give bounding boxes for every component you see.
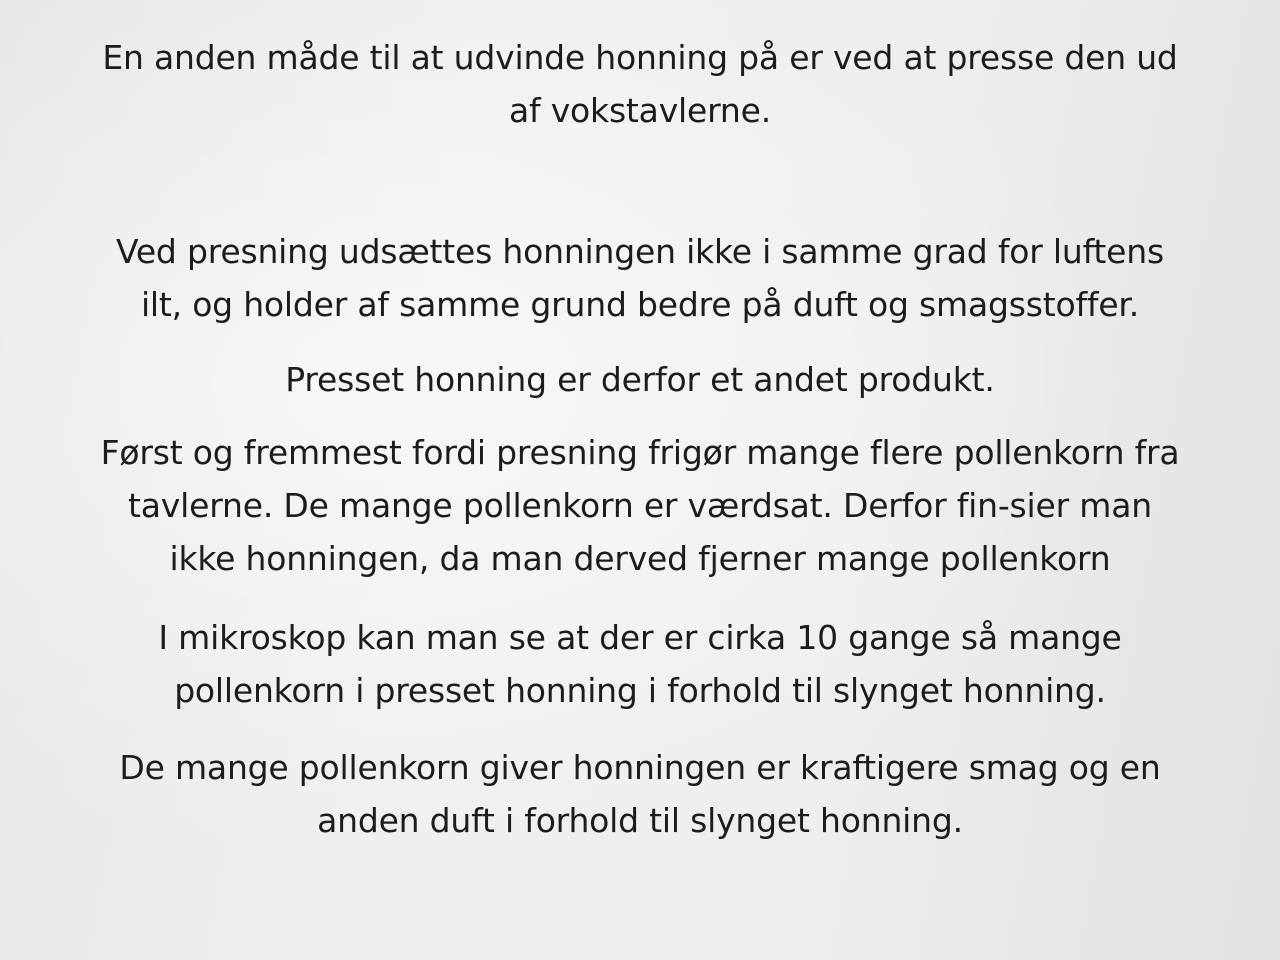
- text-line: I mikroskop kan man se at der er cirka 10 gange så mange: [158, 618, 1122, 657]
- paragraph-2: [0, 225, 1280, 331]
- text-line: De mange pollenkorn giver honningen er kraftigere smag og en: [119, 748, 1161, 787]
- text-line: tavlerne. De mange pollenkorn er værdsat. Derfor fin-sier man: [128, 486, 1152, 525]
- paragraph-1: [0, 31, 1280, 137]
- text-line: pollenkorn i presset honning i forhold til slynget honning.: [174, 671, 1106, 710]
- cut-off-top-line: [0, 0, 1280, 14]
- text-line: ikke honningen, da man derved fjerner mange pollenkorn: [169, 539, 1111, 578]
- text-line: anden duft i forhold til slynget honning.: [317, 801, 963, 840]
- text-line: Ved presning udsættes honningen ikke i samme grad for luftens: [116, 232, 1164, 271]
- text-line: ilt, og holder af samme grund bedre på duft og smagsstoffer.: [140, 285, 1140, 324]
- text-line: af vokstavlerne.: [508, 91, 771, 130]
- paragraph-5: [0, 611, 1280, 717]
- text-line: Presset honning er derfor et andet produkt.: [285, 360, 995, 399]
- paragraph-3: [0, 353, 1280, 406]
- paragraph-6: [0, 741, 1280, 847]
- paragraph-4: [0, 426, 1280, 585]
- text-line: En anden måde til at udvinde honning på er ved at presse den ud: [102, 38, 1178, 77]
- text-line: Først og fremmest fordi presning frigør mange flere pollenkorn fra: [100, 433, 1180, 472]
- cut-off-bottom-line: [0, 946, 1280, 960]
